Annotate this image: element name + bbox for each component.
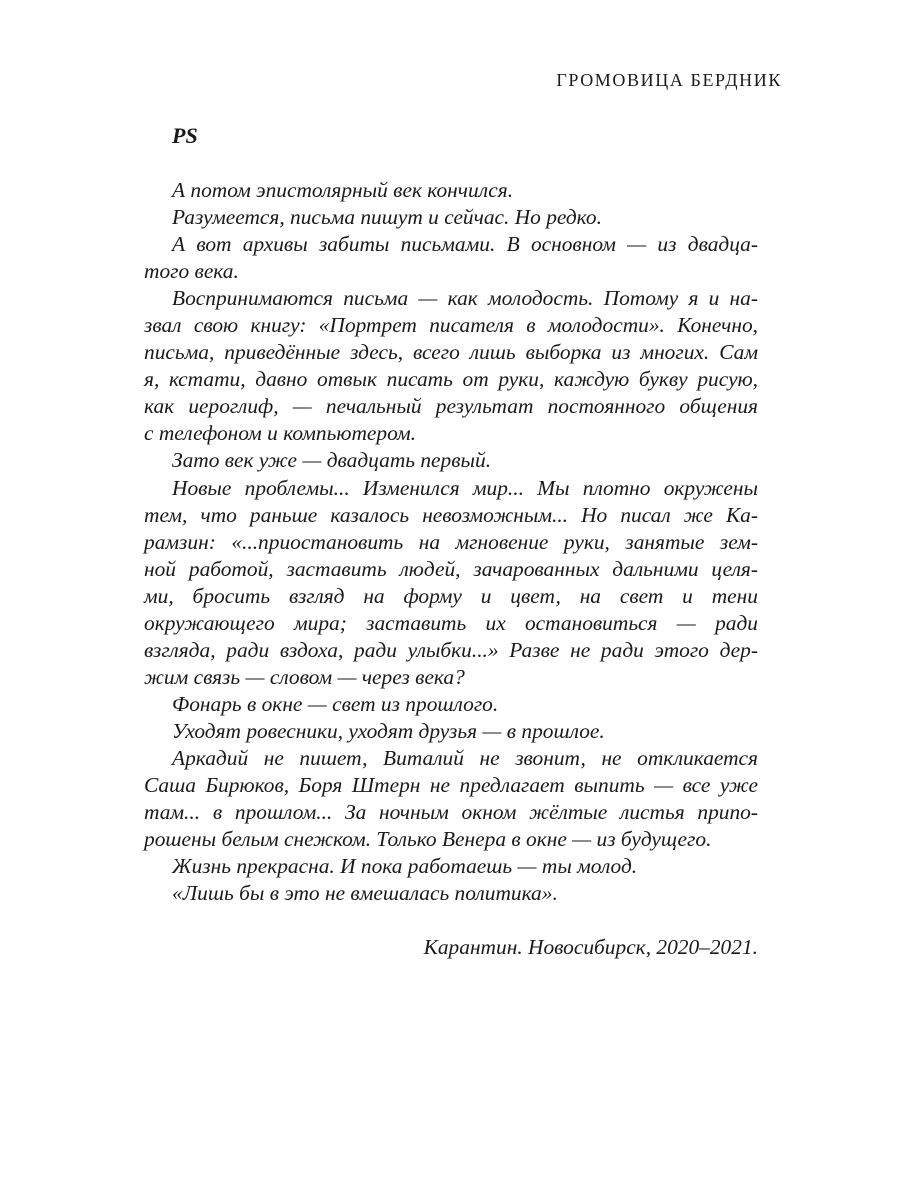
- text-line: жим связь — словом — через века?: [144, 664, 465, 689]
- text-line: А потом эпистолярный век кончился.: [172, 178, 514, 202]
- paragraph: [144, 285, 758, 447]
- text-line: рамзин: «...приостановить на мгновение руки, занятые зем-: [144, 529, 758, 554]
- text-line: Разумеется, письма пишут и сейчас. Но редко.: [172, 205, 602, 230]
- section-title: PS: [172, 123, 198, 148]
- paragraph: [144, 880, 758, 907]
- text-line: как иероглиф, — печальный результат постоянного общения: [144, 394, 758, 419]
- paragraph: [144, 691, 758, 718]
- paragraph: [144, 853, 758, 880]
- text-line: Уходят ровесники, уходят друзья — в прошлое.: [172, 718, 605, 743]
- paragraph: [144, 231, 758, 285]
- text-line: А вот архивы забиты письмами. В основном — из двадца-: [172, 232, 758, 257]
- text-line: там... в прошлом... За ночным окном жёлтые листья припо-: [144, 800, 758, 825]
- text-line: с телефоном и компьютером.: [144, 421, 416, 446]
- text-line: Саша Бирюков, Боря Штерн не предлагает выпить — все уже: [144, 773, 758, 798]
- text-line: взгляда, ради вздоха, ради улыбки...» Разве не ради этого дер-: [144, 637, 758, 662]
- paragraph: [144, 475, 758, 691]
- text-line: ми, бросить взгляд на форму и цвет, на свет и тени: [144, 583, 758, 608]
- signature: Карантин. Новосибирск, 2020–2021.: [423, 935, 758, 959]
- paragraph: [144, 204, 758, 231]
- text-line: окружающего мира; заставить их остановиться — ради: [144, 610, 758, 635]
- text-line: тем, что раньше казалось невозможным... Но писал же Ка-: [144, 502, 758, 527]
- text-line: я, кстати, давно отвык писать от руки, каждую букву рисую,: [144, 367, 758, 392]
- text-line: Новые проблемы... Изменился мир... Мы плотно окружены: [172, 475, 758, 500]
- text-line: того века.: [144, 259, 239, 284]
- text-line: Аркадий не пишет, Виталий не звонит, не откликается: [172, 745, 758, 770]
- text-line: рошены белым снежком. Только Венера в окне — из будущего.: [144, 827, 712, 852]
- text-line: «Лишь бы в это не вмешалась политика».: [172, 881, 558, 906]
- text-line: Фонарь в окне — свет из прошлого.: [172, 691, 499, 716]
- running-head: ГРОМОВИЦА БЕРДНИК: [556, 70, 782, 90]
- text-line: Жизнь прекрасна. И пока работаешь — ты молод.: [172, 854, 638, 879]
- body-text: [144, 177, 758, 907]
- text-line: звал свою книгу: «Портрет писателя в молодости». Конечно,: [144, 313, 758, 338]
- paragraph: [144, 447, 758, 474]
- paragraph: [144, 745, 758, 853]
- text-line: письма, приведённые здесь, всего лишь выборка из многих. Сам: [144, 340, 758, 365]
- paragraph: [144, 718, 758, 745]
- text-line: Зато век уже — двадцать первый.: [172, 448, 492, 473]
- paragraph: [144, 177, 758, 204]
- text-line: Воспринимаются письма — как молодость. Потому я и на-: [172, 286, 758, 311]
- text-line: ной работой, заставить людей, зачарованных дальними целя-: [144, 556, 758, 581]
